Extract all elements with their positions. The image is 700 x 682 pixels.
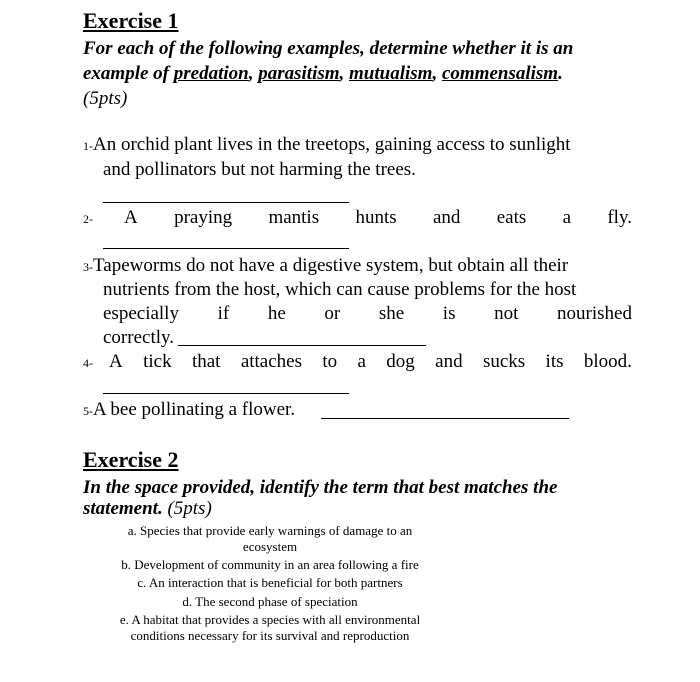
question-4-answer-line[interactable] [103,393,349,394]
period: . [558,63,563,84]
question-2-text [124,207,632,229]
q2-word: praying [174,207,233,228]
separator: , [248,63,259,84]
exercise-2-item-c: c. An interaction that is beneficial for both partners [137,575,403,590]
q4-word: blood. [583,351,632,372]
question-1-answer-line[interactable] [103,202,349,203]
question-4-number-wrap [83,351,93,373]
question-3-text: Tapeworms do not have a digestive system, but obtain all their [93,255,569,276]
q3-word: he [267,303,286,324]
exercise-2-item-a-line1: a. Species that provide early warnings of damage to an [127,523,413,538]
q4-word: to [322,351,338,372]
instruction-statement: statement. [83,498,163,519]
q4-word: its [545,351,564,372]
question-5-answer-line[interactable] [321,418,569,419]
q4-word: tick [143,351,172,372]
question-5-number: 5- [83,404,93,418]
question-3-line4: correctly. [103,327,175,348]
question-3-line2: nutrients from the host, which can cause problems for the host [103,279,577,300]
exercise-2-item-d: d. The second phase of speciation [182,594,358,609]
exercise-2-item-e-line1: e. A habitat that provides a species with all environmental [119,612,421,627]
question-3-answer-line[interactable] [178,345,426,346]
term-mutualism: mutualism [349,63,433,84]
exercise-2-item-b: b. Development of community in an area following a fire [121,557,419,572]
q4-word: attaches [240,351,302,372]
q2-word: a [562,207,572,228]
exercise-2-item-e-line2: conditions necessary for its survival and reproduction [130,628,410,643]
q3-word: is [442,303,456,324]
separator: , [339,63,350,84]
question-1-number: 1- [83,139,93,153]
question-1-text: An orchid plant lives in the treetops, gaining access to sunlight [93,134,571,155]
exercise-1-title: Exercise 1 [83,8,179,33]
q3-word: nourished [557,303,632,324]
question-5-line [83,399,295,421]
q2-word: and [432,207,461,228]
q2-word: hunts [355,207,397,228]
question-1-line1 [83,134,571,156]
q3-word: or [324,303,341,324]
exercise-2-instruction-line2 [83,498,212,520]
q3-word: especially [103,303,179,324]
q3-word: not [494,303,519,324]
points-label: (5pts) [83,88,128,109]
q2-word: mantis [268,207,320,228]
q4-word: and [435,351,463,372]
exercise-2-item-a-line2: ecosystem [242,539,298,554]
question-3-line3 [103,303,632,325]
q2-word: fly. [607,207,632,228]
term-parasitism: parasitism [258,63,340,84]
q4-word: that [191,351,221,372]
question-4-text [109,351,632,373]
q3-word: if [217,303,230,324]
exercise-2-title: Exercise 2 [83,447,179,472]
instruction-prefix: example of [83,63,174,84]
question-5-text: A bee pollinating a flower. [93,399,296,420]
q4-word: a [357,351,366,372]
q4-word: sucks [482,351,526,372]
q4-word: A [109,351,123,372]
question-1-line2: and pollinators but not harming the trees. [103,159,416,180]
q3-word: she [378,303,405,324]
question-2-number: 2- [83,212,93,226]
q2-word: A [124,207,138,228]
question-2-number-wrap [83,207,93,229]
q2-word: eats [496,207,527,228]
exercise-2-instruction-line1: In the space provided, identify the term that best matches the [83,477,558,498]
term-commensalism: commensalism [441,63,559,84]
question-2-answer-line[interactable] [103,248,349,249]
term-predation: predation [173,63,249,84]
exercise-1-instruction-line2 [83,63,563,85]
question-4-number: 4- [83,356,93,370]
exercise-1-instruction-line1: For each of the following examples, determine whether it is an [83,38,574,59]
question-3-number: 3- [83,260,93,274]
points-label: (5pts) [167,498,212,519]
question-3-line1 [83,255,568,277]
exercise-1-points [83,88,127,110]
q4-word: dog [386,351,415,372]
separator: , [432,63,442,84]
